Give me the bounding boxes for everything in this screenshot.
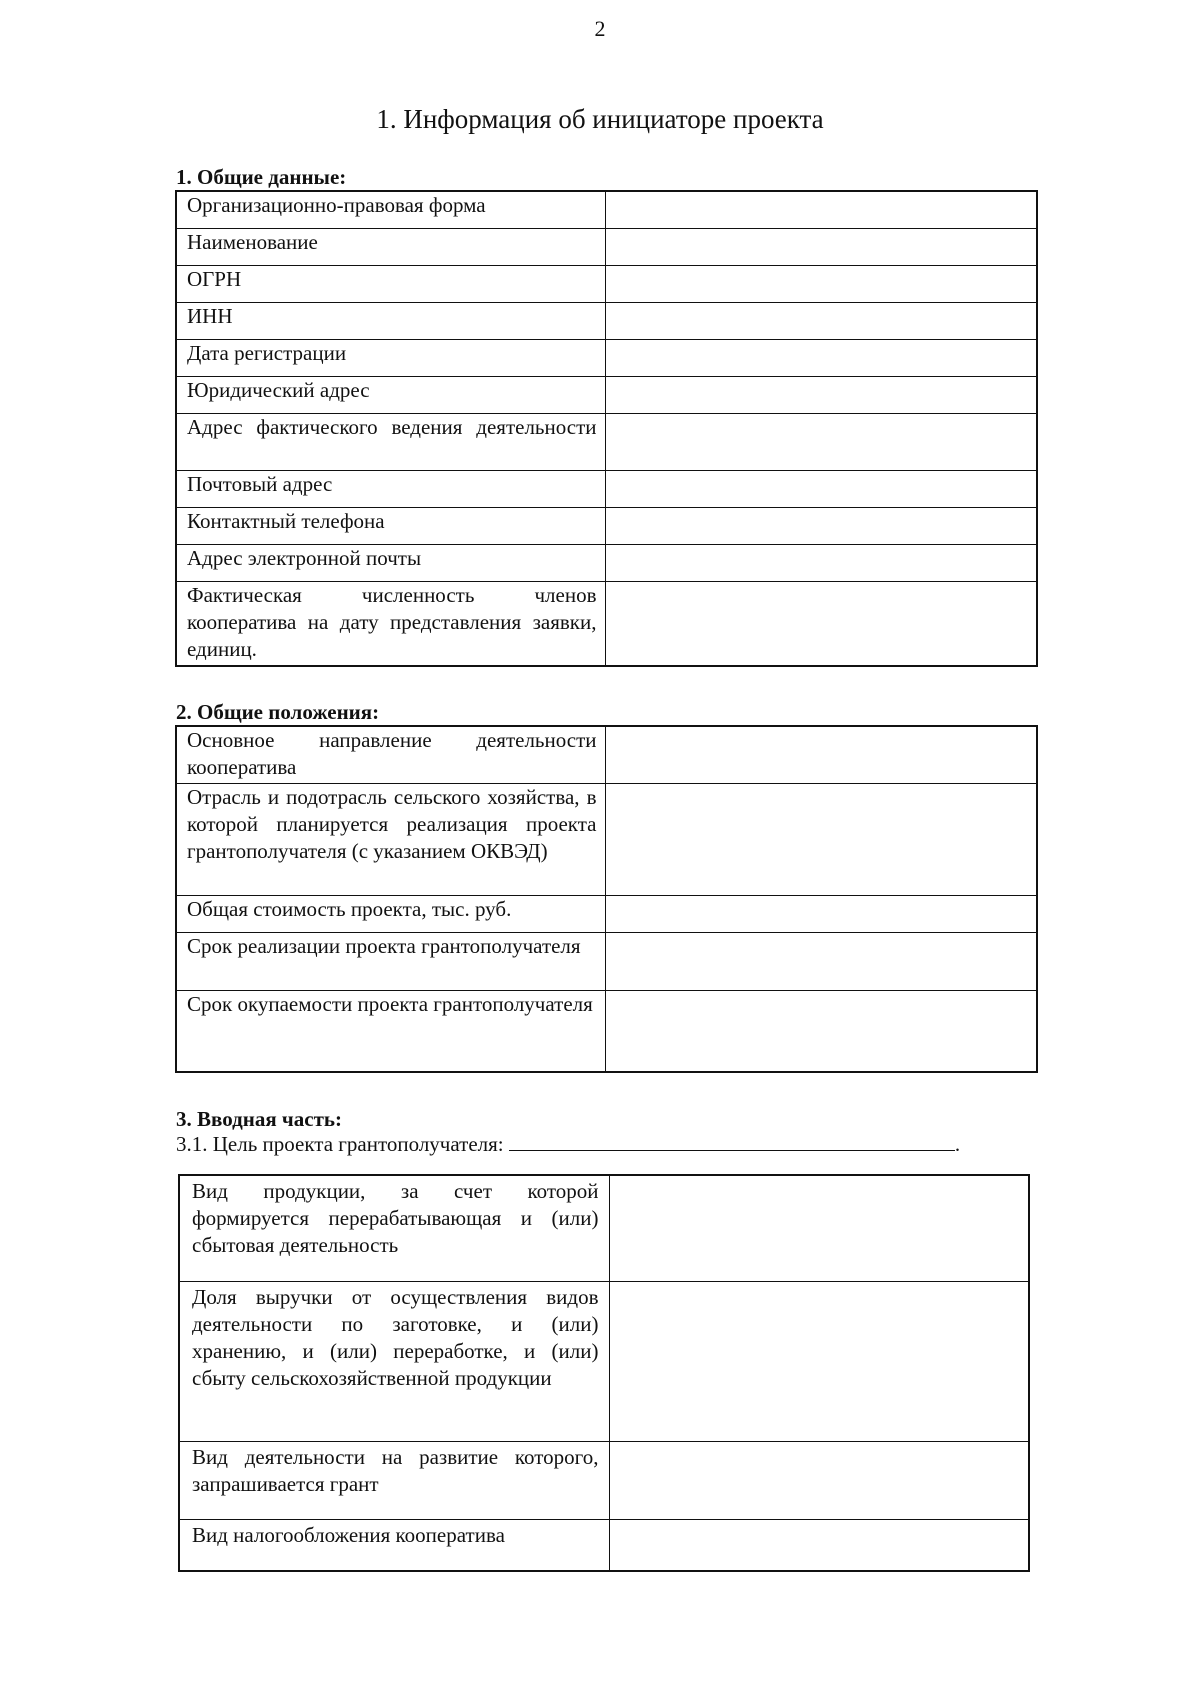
table-row (176, 302, 1037, 339)
table-row (176, 470, 1037, 507)
goal-input[interactable] (509, 1132, 955, 1151)
value-field[interactable] (605, 339, 1037, 376)
value-field[interactable] (609, 1281, 1029, 1441)
value-field[interactable] (605, 726, 1037, 783)
table-row (176, 544, 1037, 581)
table-row (176, 895, 1037, 932)
table-row (176, 228, 1037, 265)
row-label: Доля выручки от осуществления видов деятельности по заготовке, и (или) хранению, и (или) переработке, и (или) сбыту сельскохозяйственной продукции (179, 1281, 609, 1441)
value-field[interactable] (605, 302, 1037, 339)
table-row (176, 783, 1037, 895)
value-field[interactable] (605, 376, 1037, 413)
row-label: Отрасль и подотрасль сельского хозяйства, в которой планируется реализация проекта грантополучателя (с указанием ОКВЭД) (176, 783, 605, 895)
table-row (176, 932, 1037, 990)
row-label: Юридический адрес (176, 376, 605, 413)
row-label-text: Адрес фактического ведения деятельности (187, 414, 597, 439)
row-label: Общая стоимость проекта, тыс. руб. (176, 895, 605, 932)
table-row (179, 1519, 1029, 1571)
value-field[interactable] (609, 1441, 1029, 1519)
goal-line (176, 1132, 960, 1157)
table-row (176, 376, 1037, 413)
document-title: 1. Информация об инициаторе проекта (376, 104, 824, 134)
general-provisions-table (175, 725, 1038, 1073)
row-label: Наименование (176, 228, 605, 265)
table-row (179, 1175, 1029, 1281)
row-label: ОГРН (176, 265, 605, 302)
table-row (176, 990, 1037, 1072)
row-label: ИНН (176, 302, 605, 339)
value-field[interactable] (605, 265, 1037, 302)
row-label: Срок окупаемости проекта грантополучателя (176, 990, 605, 1072)
value-field[interactable] (605, 228, 1037, 265)
goal-end: . (954, 1132, 961, 1156)
goal-label: 3.1. Цель проекта грантополучателя: (176, 1132, 504, 1156)
table-row (176, 413, 1037, 470)
value-field[interactable] (605, 783, 1037, 895)
row-label: Почтовый адрес (176, 470, 605, 507)
row-label: Вид продукции, за счет которой формируется перерабатывающая и (или) сбытовая деятельность (179, 1175, 609, 1281)
table-row (176, 191, 1037, 228)
introduction-table (178, 1174, 1030, 1572)
table-row (176, 265, 1037, 302)
value-field[interactable] (605, 413, 1037, 470)
table-row (176, 581, 1037, 666)
table-row (176, 507, 1037, 544)
row-label: Вид деятельности на развитие которого, запрашивается грант (179, 1441, 609, 1519)
section-heading-general-data: 1. Общие данные: (176, 165, 347, 189)
table-row (179, 1281, 1029, 1441)
row-label (176, 413, 605, 470)
value-field[interactable] (609, 1175, 1029, 1281)
page-number: 2 (594, 16, 606, 41)
value-field[interactable] (605, 544, 1037, 581)
value-field[interactable] (605, 191, 1037, 228)
row-label: Контактный телефона (176, 507, 605, 544)
value-field[interactable] (609, 1519, 1029, 1571)
general-data-table (175, 190, 1038, 667)
table-row (179, 1441, 1029, 1519)
value-field[interactable] (605, 990, 1037, 1072)
row-label: Организационно-правовая форма (176, 191, 605, 228)
section-heading-introduction: 3. Вводная часть: (176, 1107, 343, 1131)
value-field[interactable] (605, 895, 1037, 932)
value-field[interactable] (605, 470, 1037, 507)
row-label: Дата регистрации (176, 339, 605, 376)
table-row (176, 726, 1037, 783)
row-label: Вид налогообложения кооператива (179, 1519, 609, 1571)
row-label: Основное направление деятельности кооператива (176, 726, 605, 783)
value-field[interactable] (605, 932, 1037, 990)
value-field[interactable] (605, 507, 1037, 544)
section-heading-general-provisions: 2. Общие положения: (176, 700, 380, 724)
row-label: Адрес электронной почты (176, 544, 605, 581)
table-row (176, 339, 1037, 376)
row-label: Срок реализации проекта грантополучателя (176, 932, 605, 990)
value-field[interactable] (605, 581, 1037, 666)
row-label: Фактическая численность членов кооператива на дату представления заявки, единиц. (176, 581, 605, 666)
